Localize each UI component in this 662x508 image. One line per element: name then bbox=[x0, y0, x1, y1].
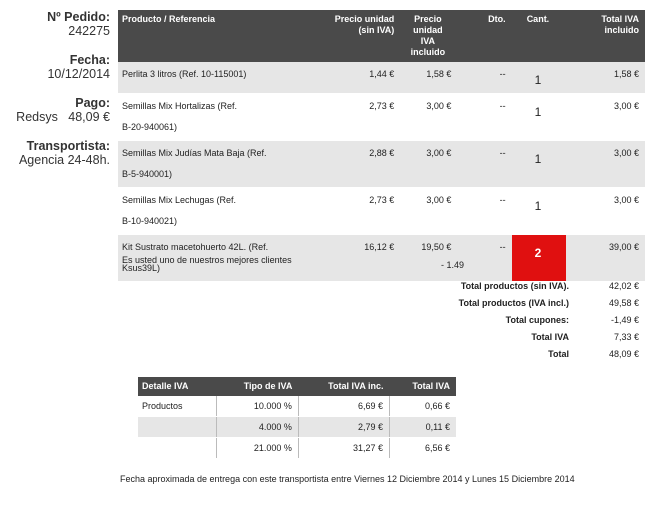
total-coupons-label: Total cupones: bbox=[505, 315, 569, 325]
unit-price-iva-cell: 3,00 € bbox=[400, 141, 457, 188]
total-cell: 3,00 € bbox=[566, 141, 645, 188]
product-ref: B-20-940061) bbox=[122, 122, 178, 132]
total-cell: 39,00 € bbox=[566, 235, 645, 282]
vat-total-cell: 0,11 € bbox=[390, 417, 457, 438]
quantity-cell-highlighted: 2 bbox=[512, 235, 567, 282]
product-ref: B-10-940021) bbox=[122, 216, 178, 226]
product-cell bbox=[118, 188, 310, 235]
total-cell: 3,00 € bbox=[566, 94, 645, 141]
header-vat-total-inc: Total IVA inc. bbox=[298, 377, 389, 396]
total-cell: 3,00 € bbox=[566, 188, 645, 235]
order-table-header bbox=[118, 10, 645, 62]
header-precio-sin-iva bbox=[310, 10, 401, 62]
product-ref: Ksus39L) bbox=[122, 263, 161, 273]
header-precio-iva-l1: Precio bbox=[414, 14, 442, 24]
table-row bbox=[118, 94, 645, 141]
discount-cell: -- bbox=[457, 188, 511, 235]
header-precio-sin-iva-l2: (sin IVA) bbox=[358, 25, 395, 35]
carrier-value: Agencia 24-48h. bbox=[18, 153, 110, 167]
order-number-value: 242275 bbox=[68, 24, 110, 38]
totals-row bbox=[380, 295, 645, 312]
vat-rate-cell: 10.000 % bbox=[217, 396, 299, 417]
vat-total-cell: 6,56 € bbox=[390, 438, 457, 459]
product-cell bbox=[118, 62, 310, 94]
table-row bbox=[138, 396, 456, 417]
vat-total-inc-cell: 6,69 € bbox=[298, 396, 389, 417]
unit-price-cell: 2,73 € bbox=[310, 94, 401, 141]
payment-value bbox=[0, 110, 110, 125]
total-vat-label: Total IVA bbox=[531, 332, 569, 342]
unit-price-iva-cell: 1,58 € bbox=[400, 62, 457, 94]
delivery-estimate: Fecha aproximada de entrega con este transportista entre Viernes 12 Diciembre 2014 y Lunes 15 Diciembre 2014 bbox=[120, 474, 575, 484]
total-products-gross-label: Total productos (IVA incl.) bbox=[458, 298, 569, 308]
product-name: Perlita 3 litros (Ref. 10-115001) bbox=[122, 69, 247, 79]
payment-label: Pago: bbox=[75, 96, 110, 110]
header-precio-iva-l3: IVA bbox=[420, 36, 436, 46]
unit-price-cell: 2,88 € bbox=[310, 141, 401, 188]
vat-rate-cell: 4.000 % bbox=[217, 417, 299, 438]
totals-row bbox=[380, 278, 645, 295]
header-total-l1: Total IVA bbox=[601, 14, 639, 24]
header-total-l2: incluido bbox=[604, 25, 639, 35]
total-cell: 1,58 € bbox=[566, 62, 645, 94]
customer-note: Es usted uno de nuestros mejores clientes bbox=[122, 255, 292, 265]
total-products-gross-value: 49,58 € bbox=[608, 298, 639, 308]
total-products-net-value: 42,02 € bbox=[608, 281, 639, 291]
payment-method: Redsys bbox=[16, 110, 58, 124]
totals-row bbox=[380, 312, 645, 329]
quantity-cell: 1 bbox=[512, 141, 567, 188]
unit-price-cell: 2,73 € bbox=[310, 188, 401, 235]
carrier-label: Transportista: bbox=[26, 139, 110, 153]
table-row bbox=[118, 141, 645, 188]
total-vat-value: 7,33 € bbox=[613, 332, 639, 342]
order-products-table bbox=[118, 10, 645, 282]
totals-row bbox=[380, 329, 645, 346]
table-row bbox=[138, 438, 456, 459]
order-info-panel bbox=[0, 10, 110, 168]
header-cant: Cant. bbox=[512, 10, 567, 62]
quantity-cell: 1 bbox=[512, 62, 567, 94]
header-vat-detail: Detalle IVA bbox=[138, 377, 217, 396]
header-producto: Producto / Referencia bbox=[118, 10, 310, 62]
discount-cell: -- bbox=[457, 62, 511, 94]
discount-cell: -- bbox=[457, 94, 511, 141]
unit-price-iva-cell: 19,50 € bbox=[400, 235, 457, 282]
quantity-cell: 1 bbox=[512, 94, 567, 141]
vat-total-cell: 0,66 € bbox=[390, 396, 457, 417]
unit-price-cell: 16,12 € bbox=[310, 235, 401, 282]
vat-total-inc-cell: 31,27 € bbox=[298, 438, 389, 459]
customer-discount: - 1.49 bbox=[441, 260, 465, 270]
vat-detail-cell bbox=[138, 438, 217, 459]
header-precio-iva-l2: unidad bbox=[413, 25, 443, 35]
unit-price-cell: 1,44 € bbox=[310, 62, 401, 94]
payment-amount: 48,09 € bbox=[68, 110, 110, 124]
unit-price-iva-cell: 3,00 € bbox=[400, 94, 457, 141]
product-name: Semillas Mix Lechugas (Ref. bbox=[122, 195, 237, 205]
product-ref: B-5-940001) bbox=[122, 169, 173, 179]
header-precio-iva-l4: incluido bbox=[410, 47, 446, 57]
order-date-label: Fecha: bbox=[69, 53, 110, 67]
unit-price-iva-cell: 3,00 € bbox=[400, 188, 457, 235]
discount-cell: -- bbox=[457, 141, 511, 188]
header-total bbox=[566, 10, 645, 62]
header-vat-rate: Tipo de IVA bbox=[217, 377, 299, 396]
table-row bbox=[118, 188, 645, 235]
vat-table-header bbox=[138, 377, 456, 396]
total-coupons-value: -1,49 € bbox=[610, 315, 639, 325]
table-row bbox=[138, 417, 456, 438]
product-name: Kit Sustrato macetohuerto 42L. (Ref. bbox=[122, 242, 269, 252]
grand-total-value: 48,09 € bbox=[608, 349, 639, 359]
product-cell bbox=[118, 94, 310, 141]
product-name: Semillas Mix Hortalizas (Ref. bbox=[122, 101, 238, 111]
vat-rate-cell: 21.000 % bbox=[217, 438, 299, 459]
product-cell bbox=[118, 141, 310, 188]
quantity-cell: 1 bbox=[512, 188, 567, 235]
header-dto: Dto. bbox=[457, 10, 511, 62]
order-date-value: 10/12/2014 bbox=[47, 67, 110, 81]
vat-detail-cell bbox=[138, 417, 217, 438]
header-precio-sin-iva-l1: Precio unidad bbox=[334, 14, 395, 24]
order-number-label: Nº Pedido: bbox=[47, 10, 110, 24]
totals-row bbox=[380, 346, 645, 363]
grand-total-label: Total bbox=[548, 349, 569, 359]
product-name: Semillas Mix Judías Mata Baja (Ref. bbox=[122, 148, 267, 158]
vat-detail-cell: Productos bbox=[138, 396, 217, 417]
vat-total-inc-cell: 2,79 € bbox=[298, 417, 389, 438]
header-precio-iva bbox=[400, 10, 457, 62]
header-vat-total: Total IVA bbox=[390, 377, 457, 396]
table-row bbox=[118, 62, 645, 94]
order-totals bbox=[380, 278, 645, 363]
total-products-net-label: Total productos (sin IVA). bbox=[460, 281, 569, 291]
discount-cell: -- bbox=[457, 235, 511, 282]
vat-detail-table bbox=[138, 377, 456, 459]
